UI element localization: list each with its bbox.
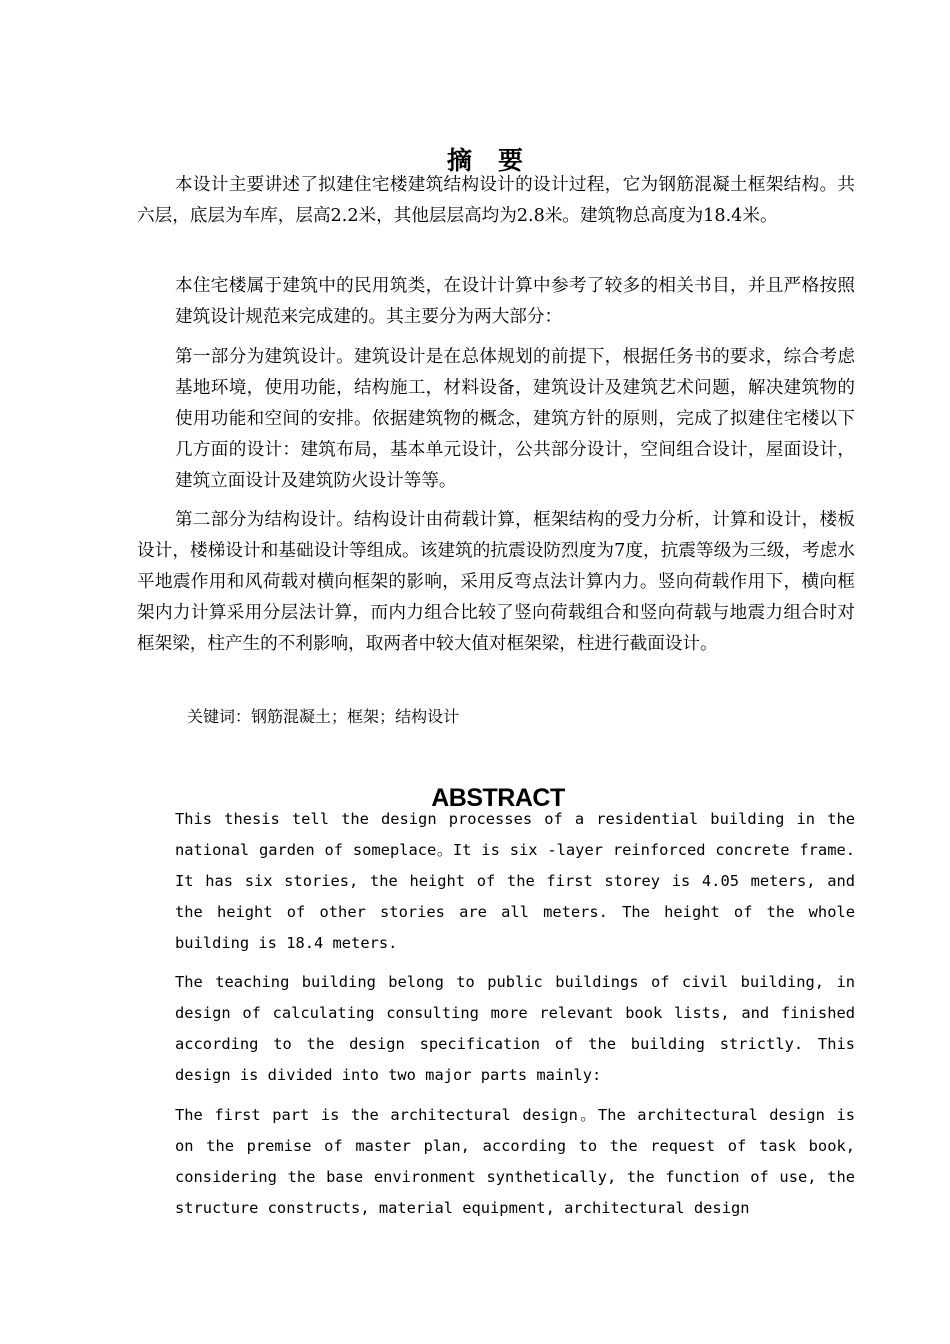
keyword-separator: ；	[331, 707, 348, 726]
keyword-separator: ；	[379, 707, 396, 726]
chinese-abstract-paragraph-4: 第二部分为结构设计。结构设计由荷载计算，框架结构的受力分析，计算和设计，楼板设计，楼梯设计和基础设计等组成。该建筑的抗震设防烈度为7度，抗震等级为三级，考虑水平地震作用和风荷载对横向框架的影响，采用反弯点法计算内力。竖向荷载作用下，横向框架内力计算采用分层法计算，而内力组合比较了竖向荷载组合和竖向荷载与地震力组合时对框架梁，柱产生的不利影响，取两者中较大值对框架梁，柱进行截面设计。	[137, 510, 855, 654]
english-abstract-paragraph-1: This thesis tell the design processes of a residential building in the national garden of someplace。It is six -layer reinforced concrete frame. It has six stories, the height of the first storey is 4.05 meters, and the height of other stories are all meters. The height of the whole building is 18.4 meters.	[175, 810, 855, 952]
keyword-3: 结构设计	[395, 707, 460, 726]
english-abstract-title: ABSTRACT	[431, 783, 565, 812]
keyword-2: 框架	[347, 707, 380, 726]
chinese-abstract-paragraph-2: 本住宅楼属于建筑中的民用筑类，在设计计算中参考了较多的相关书目，并且严格按照建筑设计规范来完成建的。其主要分为两大部分：	[175, 276, 855, 327]
keywords-label: 关键词：	[187, 707, 252, 726]
keywords-line	[187, 701, 847, 732]
chinese-abstract-paragraph-3: 第一部分为建筑设计。建筑设计是在总体规划的前提下，根据任务书的要求，综合考虑基地环境，使用功能，结构施工，材料设备，建筑设计及建筑艺术问题，解决建筑物的使用功能和空间的安排。依据建筑物的概念，建筑方针的原则，完成了拟建住宅楼以下几方面的设计：建筑布局，基本单元设计，公共部分设计，空间组合设计，屋面设计，建筑立面设计及建筑防火设计等等。	[175, 347, 855, 491]
english-abstract-paragraph-3: The first part is the architectural design。The architectural design is on the premise of master plan, according to the request of task book, considering the base environment synthetically, the function of use, the structure constructs, material equipment, architectural design	[175, 1106, 855, 1217]
chinese-abstract-title: 摘要	[446, 145, 549, 175]
chinese-abstract-paragraph-1: 本设计主要讲述了拟建住宅楼建筑结构设计的设计过程，它为钢筋混凝土框架结构。共六层，底层为车库，层高2.2米，其他层层高均为2.8米。建筑物总高度为18.4米。	[137, 175, 855, 226]
keyword-1: 钢筋混凝土	[251, 707, 332, 726]
english-abstract-paragraph-2: The teaching building belong to public buildings of civil building, in design of calculating consulting more relevant book lists, and finished according to the design specification of the building strictly. This design is divided into two major parts mainly:	[175, 973, 855, 1084]
